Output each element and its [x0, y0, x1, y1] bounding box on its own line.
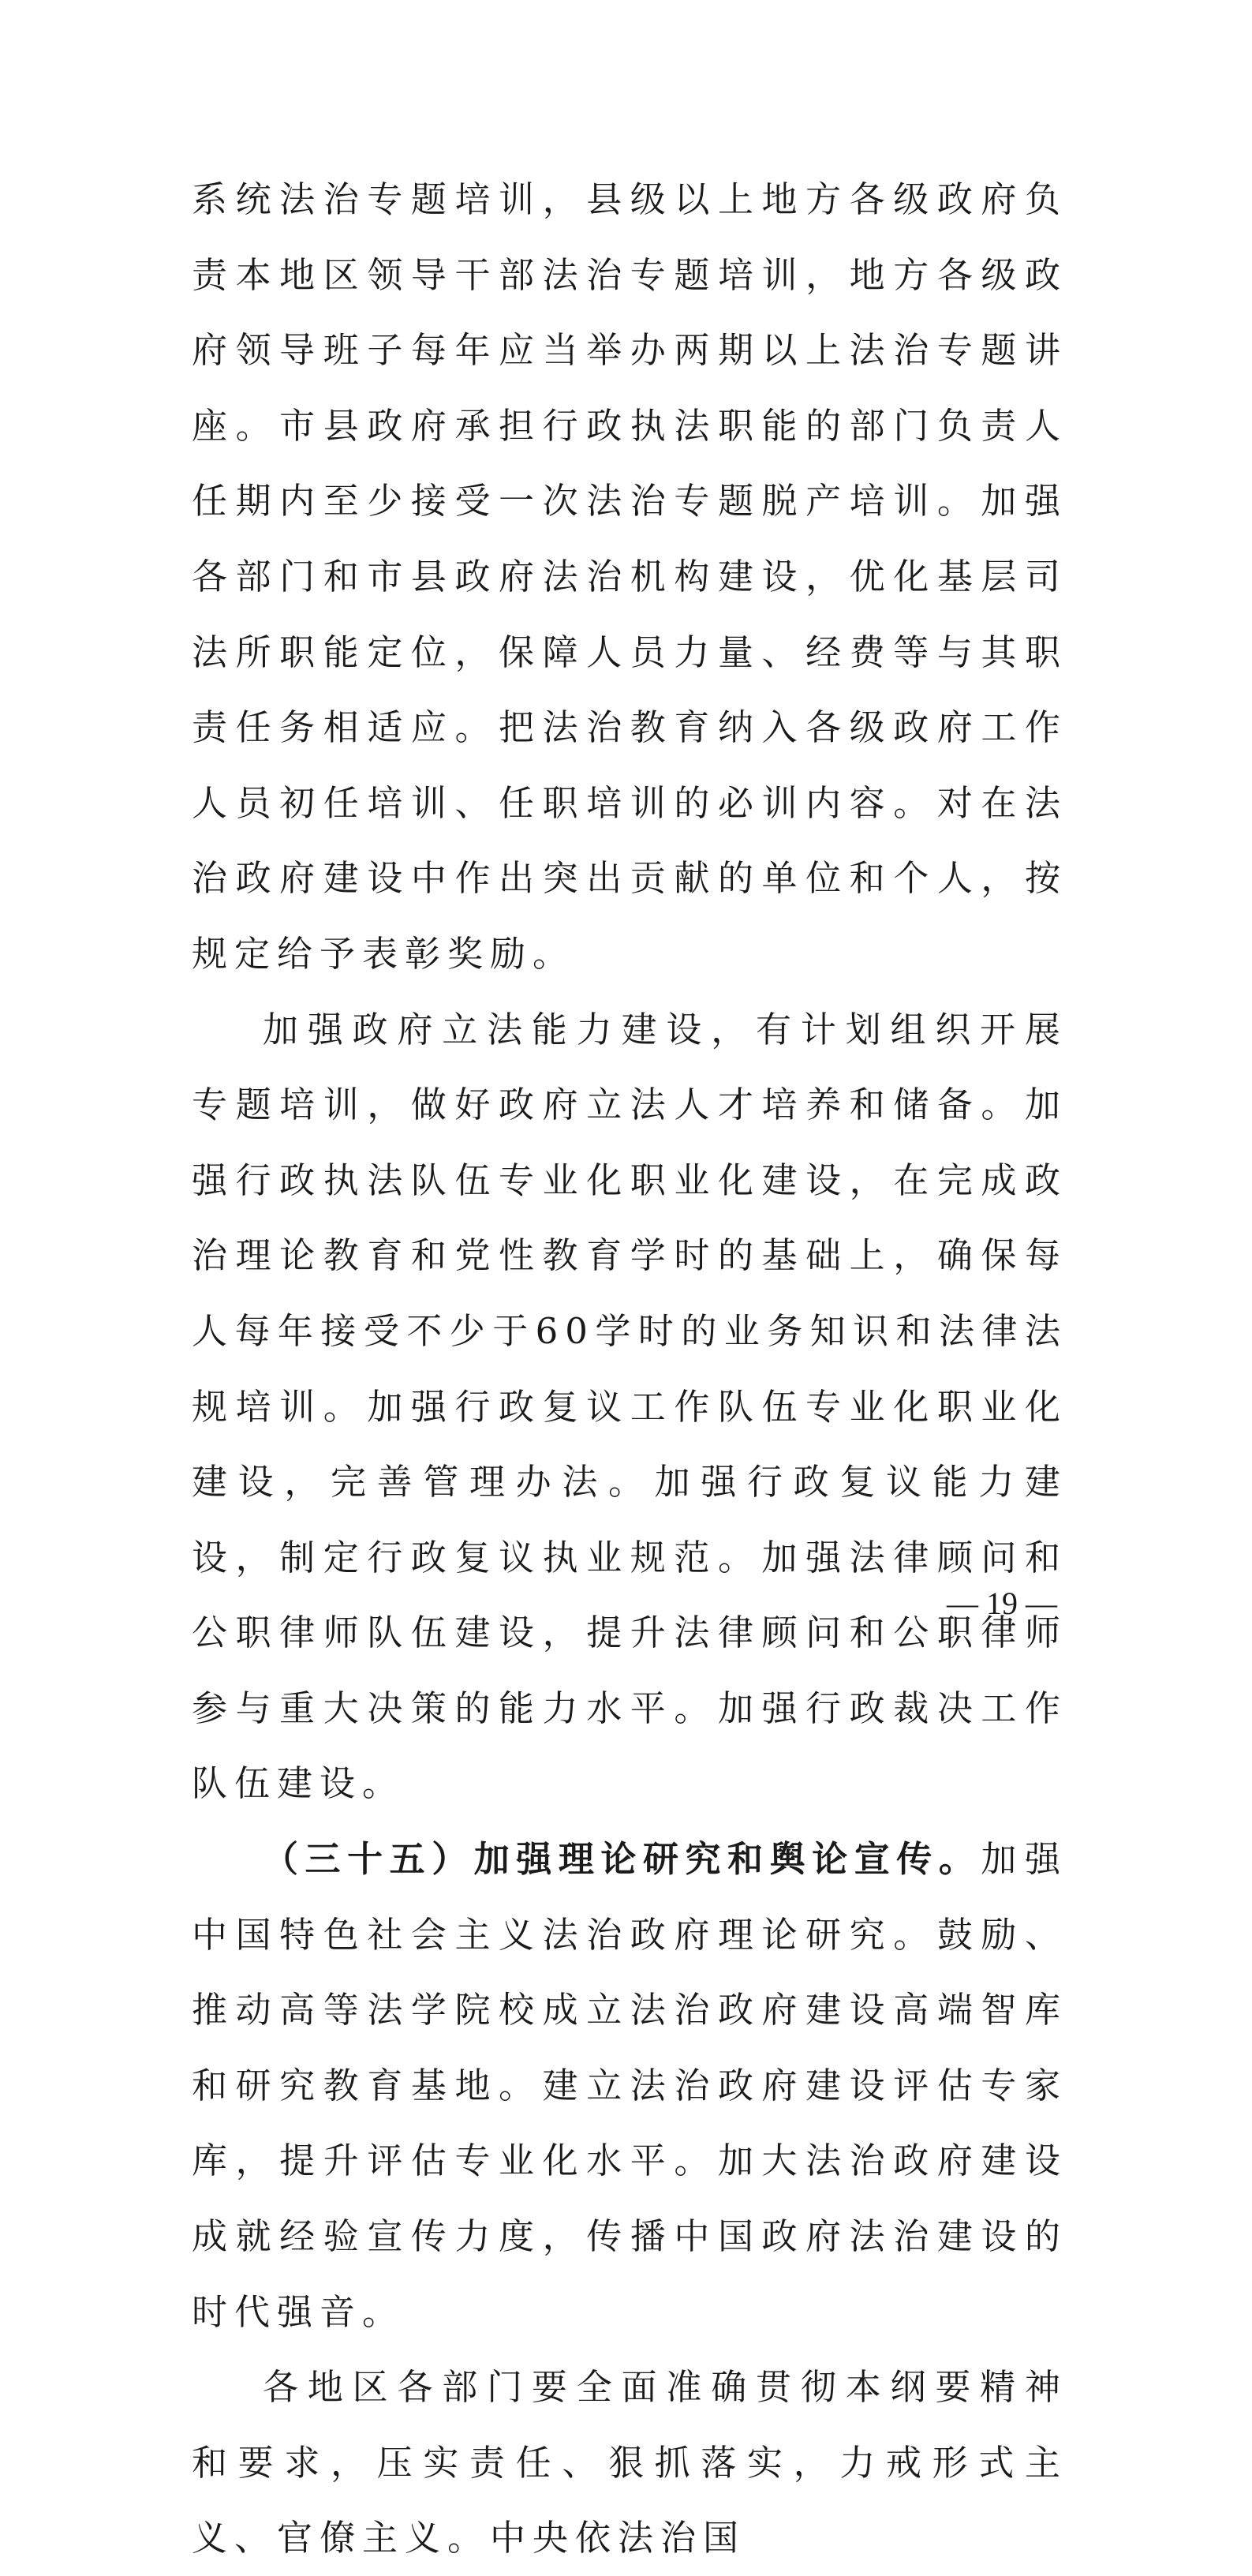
paragraph-3-text: 加强中国特色社会主义法治政府理论研究。鼓励、推动高等法学院校成立法治政府建设高端智库和研究教育基地。建立法治政府建设评估专家库，提升评估专业化水平。加大法治政府建设成就经验宣传力度，传播中国政府法治建设的时代强音。	[192, 1838, 1067, 2333]
section-heading: （三十五）加强理论研究和舆论宣传。	[263, 1838, 981, 1881]
paragraph-1: 系统法治专题培训，县级以上地方各级政府负责本地区领导干部法治专题培训，地方各级政府领导班子每年应当举办两期以上法治专题讲座。市县政府承担行政执法职能的部门负责人任期内至少接受一次法治专题脱产培训。加强各部门和市县政府法治机构建设，优化基层司法所职能定位，保障人员力量、经费等与其职责任务相适应。把法治教育纳入各级政府工作人员初任培训、任职培训的必训内容。对在法治政府建设中作出突出贡献的单位和个人，按规定给予表彰奖励。	[192, 178, 1067, 975]
page-number: — 19 —	[947, 1586, 1057, 1621]
paragraph-2: 加强政府立法能力建设，有计划组织开展专题培训，做好政府立法人才培养和储备。加强行政执法队伍专业化职业化建设，在完成政治理论教育和党性教育学时的基础上，确保每人每年接受不少于60学时的业务知识和法律法规培训。加强行政复议工作队伍专业化职业化建设，完善管理办法。加强行政复议能力建设，制定行政复议执业规范。加强法律顾问和公职律师队伍建设，提升法律顾问和公职律师参与重大决策的能力水平。加强行政裁决工作队伍建设。	[192, 1008, 1067, 1805]
body-text	[192, 162, 1067, 2576]
paragraph-4: 各地区各部门要全面准确贯彻本纲要精神和要求，压实责任、狠抓落实，力戒形式主义、官僚主义。中央依法治国	[192, 2366, 1067, 2559]
paragraph-3	[192, 1822, 1067, 2349]
